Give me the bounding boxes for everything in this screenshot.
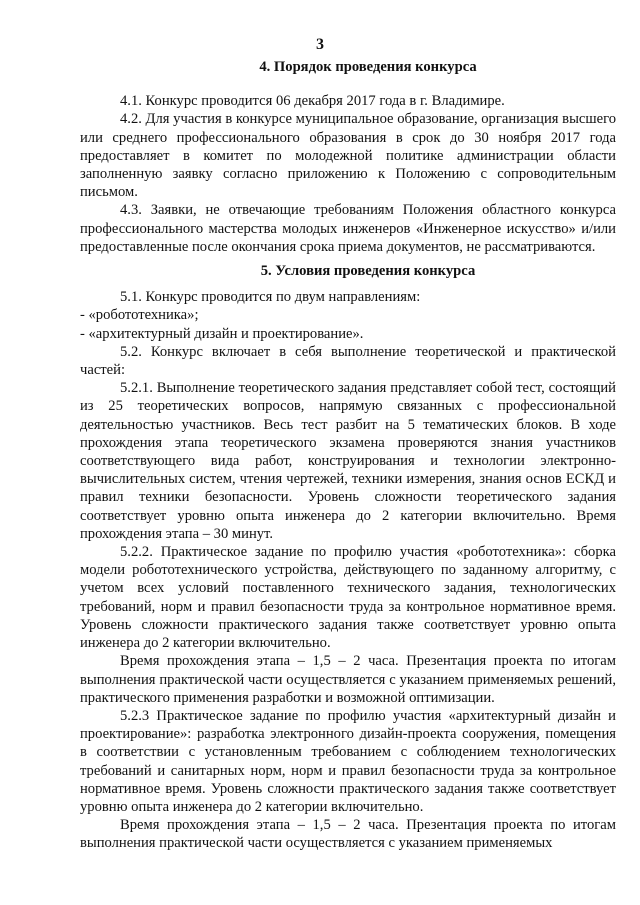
- paragraph-5-2: 5.2. Конкурс включает в себя выполнение теоретической и практической частей:: [80, 343, 616, 379]
- paragraph-5-1: 5.1. Конкурс проводится по двум направлениям:: [120, 289, 421, 306]
- paragraph-5-2-2: 5.2.2. Практическое задание по профилю участия «робототехника»: сборка модели робототехнического устройства, действующего по заданному алгоритму, с учетом всех условий поставленного технического задания, технологических требований, норм и правил безопасности труда за контрольное нормативное время. Уровень сложности практического задания также соответствует уровню опыта инженера до 2 категории включительно.: [80, 544, 616, 652]
- paragraph-4-2: 4.2. Для участия в конкурсе муниципальное образование, организация высшего или среднего профессионального образования в срок до 30 ноября 2017 года предоставляет в комитет по молодежной политике администрации области заполненную заявку согласно приложению к Положению с сопроводительным письмом.: [80, 111, 616, 201]
- section-5-title: 5. Условия проведения конкурса: [260, 263, 476, 280]
- page-number: 3: [316, 36, 324, 53]
- paragraph-4-1: 4.1. Конкурс проводится 06 декабря 2017 года в г. Владимире.: [120, 93, 505, 110]
- paragraph-time-2: Время прохождения этапа – 1,5 – 2 часа. Презентация проекта по итогам выполнения практической части осуществляется с указанием применяемых: [80, 817, 616, 852]
- paragraph-time-1: Время прохождения этапа – 1,5 – 2 часа. Презентация проекта по итогам выполнения практической части осуществляется с указанием применяемых решений, практического применения разработки и возможной оптимизации.: [80, 653, 616, 706]
- paragraph-5-2-1: 5.2.1. Выполнение теоретического задания представляет собой тест, состоящий из 25 теоретических вопросов, напрямую связанных с профессиональной деятельностью участников. Весь тест разбит на 5 тематических блоков. В ходе прохождения этапа теоретического экзамена проверяются знания участников соответствующего вида работ, конструирования и технологии электронно-вычислительных систем, чтения чертежей, техники измерения, знания основ ЕСКД и правил техники безопасности. Уровень сложности теоретического задания соответствует уровню опыта инженера до 2 категории включительно. Время прохождения этапа – 30 минут.: [80, 380, 616, 542]
- list-item-architecture: - «архитектурный дизайн и проектирование».: [80, 325, 364, 342]
- paragraph-4-3: 4.3. Заявки, не отвечающие требованиям Положения областного конкурса профессионального мастерства молодых инженеров «Инженерное искусство» и/или предоставленные после окончания срока приема документов, не рассматриваются.: [80, 202, 616, 255]
- list-item-robotics: - «робототехника»;: [80, 307, 199, 324]
- paragraph-5-2-3: 5.2.3 Практическое задание по профилю участия «архитектурный дизайн и проектирование»: разработка электронного дизайн-проекта сооружения, помещения в соответствии с установленным требованием с соблюдением технологических требований и санитарных норм, норм и правил безопасности труда за контрольное нормативное время. Уровень сложности практического задания также соответствует уровню опыта инженера до 2 категории включительно.: [80, 707, 616, 815]
- section-4-title: 4. Порядок проведения конкурса: [259, 59, 477, 75]
- document-body: [80, 58, 616, 853]
